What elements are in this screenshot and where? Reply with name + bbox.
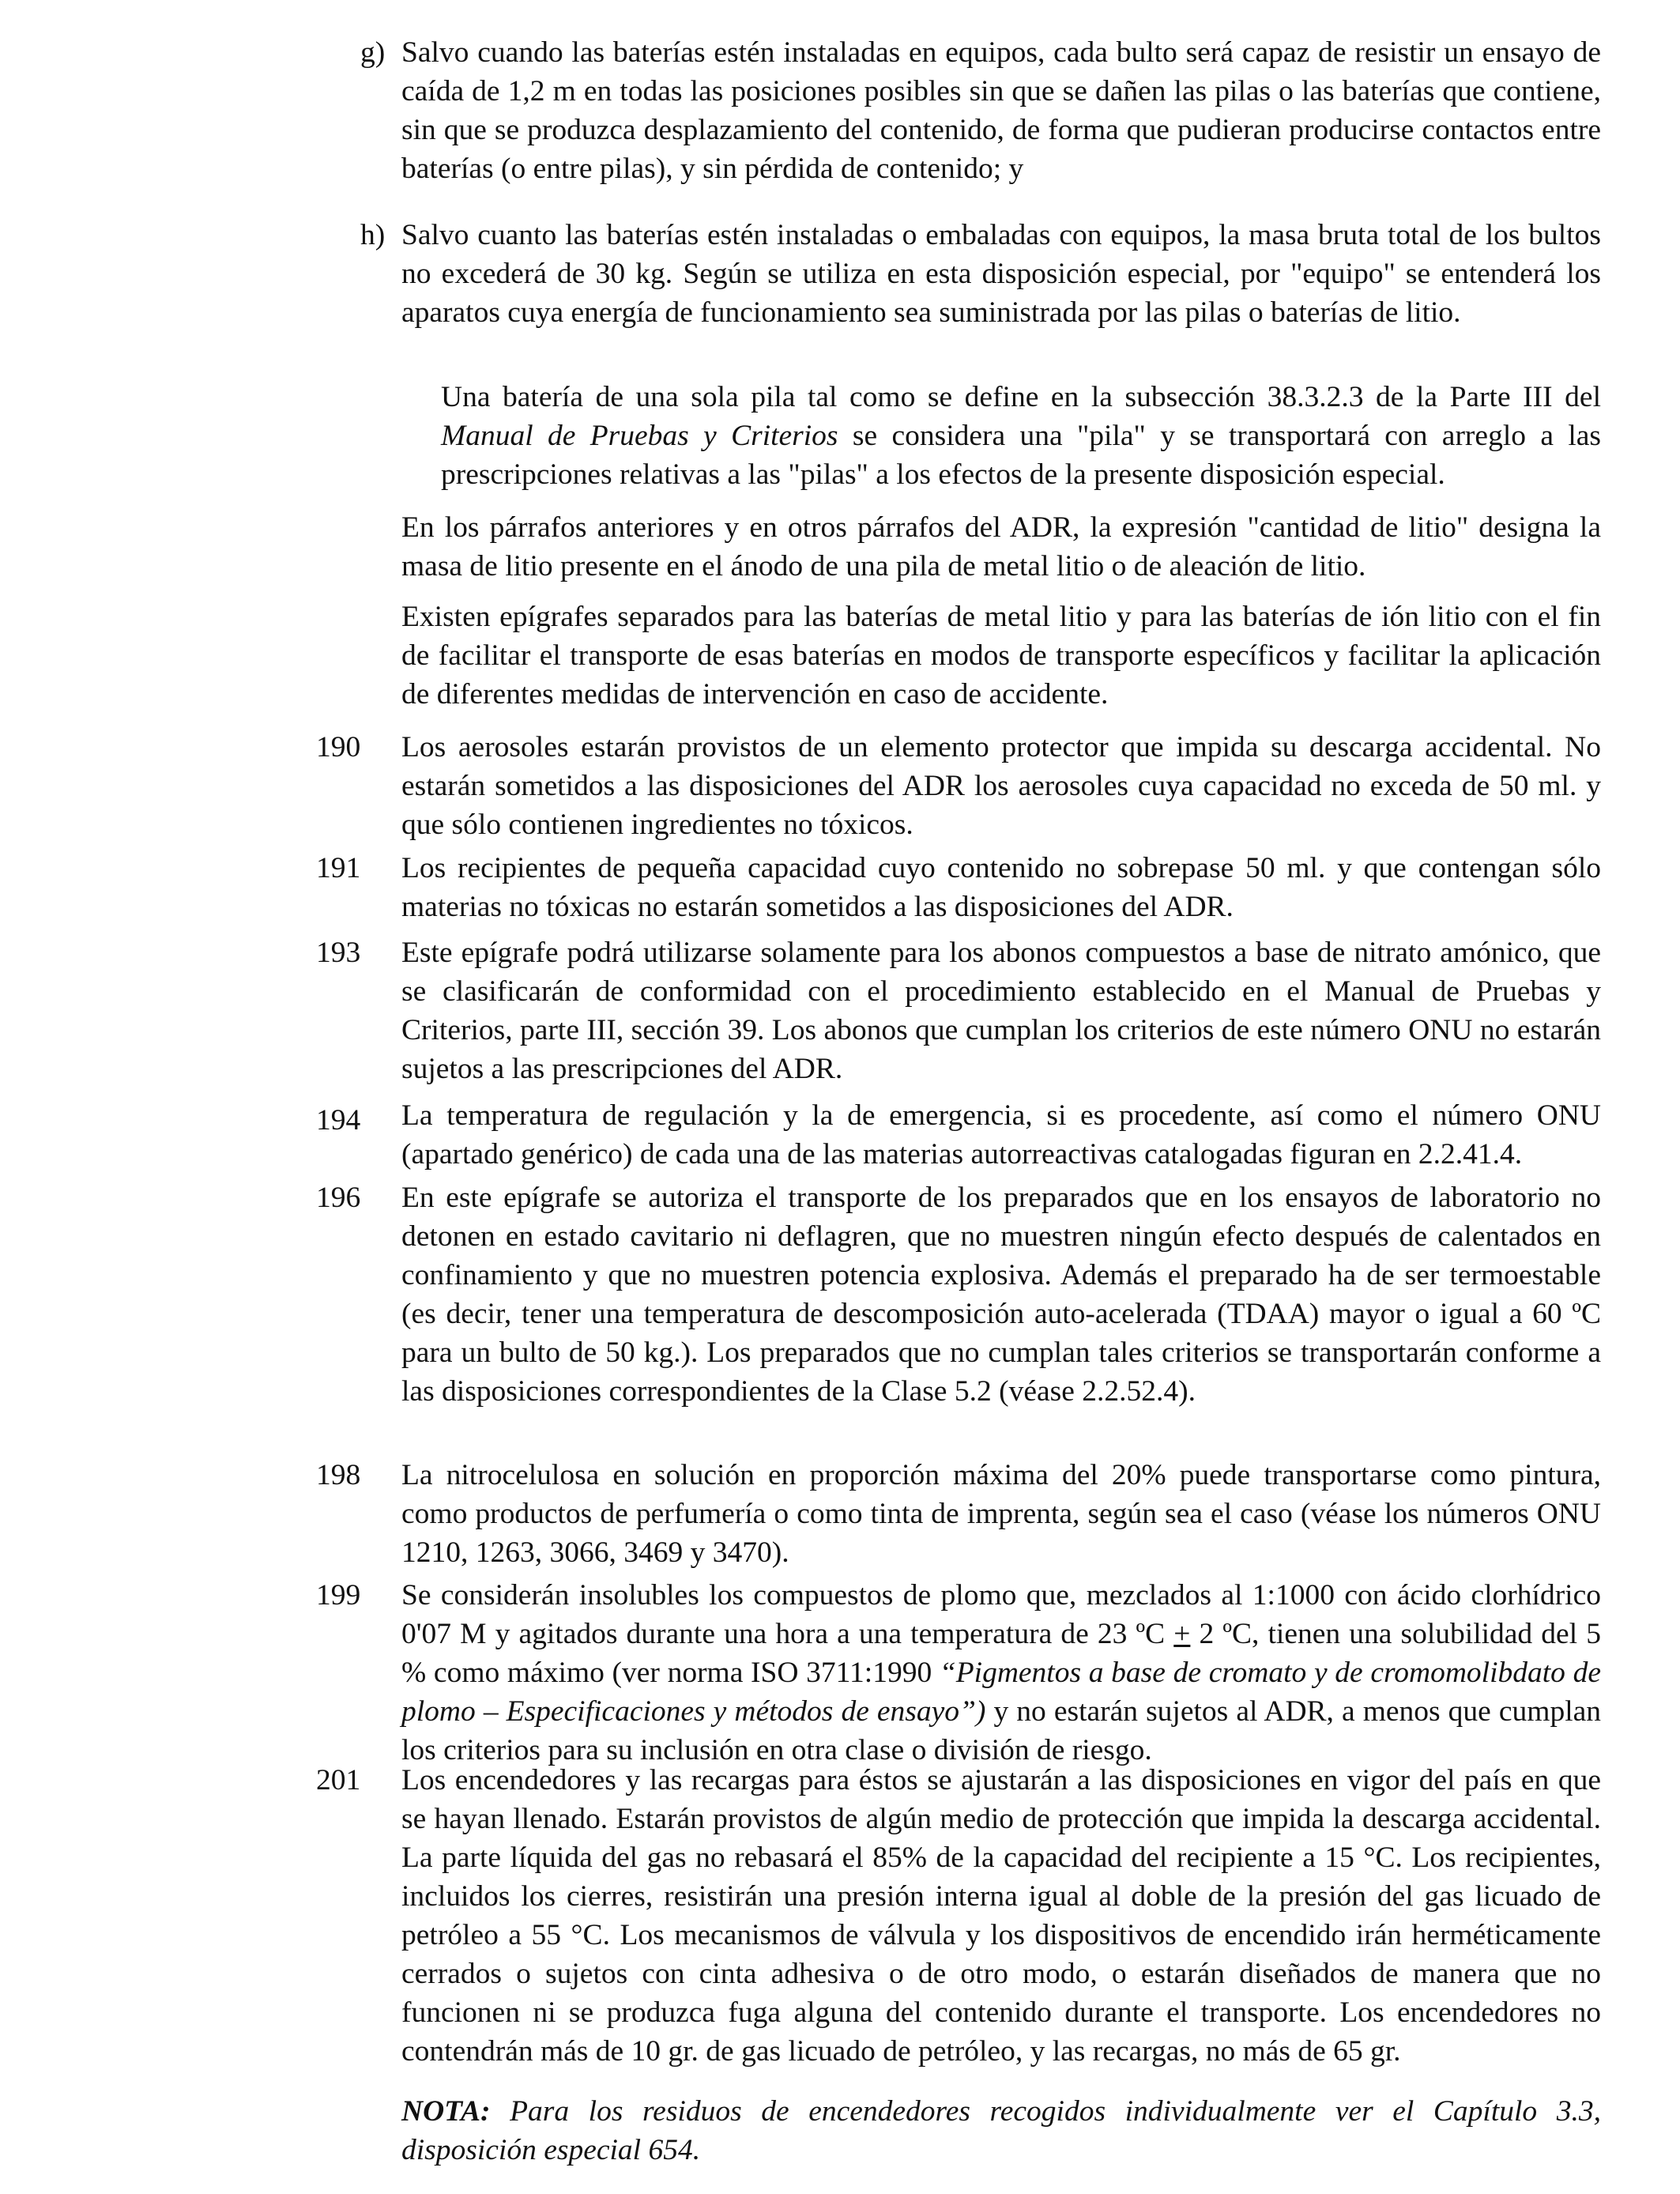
- provision-number: 196: [316, 1182, 361, 1214]
- separate-entries-text: Existen epígrafes separados para las baterías de metal litio y para las baterías de ión litio con el fin de facilitar el transporte de esas baterías en modos de transporte específicos y facilitar la aplicación de diferentes medidas de intervención en caso de accidente.: [401, 601, 1601, 711]
- provision-201: [316, 1761, 1601, 2071]
- provision-196: [316, 1178, 1601, 1411]
- provision-number: 194: [316, 1104, 361, 1137]
- provision-text: Los aerosoles estarán provistos de un elemento protector que impida su descarga accidental. No estarán sometidos a las disposiciones del ADR los aerosoles cuya capacidad no exceda de 50 ml. y que sólo contienen ingredientes no tóxicos.: [401, 731, 1601, 841]
- provision-text: La nitrocelulosa en solución en proporción máxima del 20% puede transportarse como pintura, como productos de perfumería o como tinta de imprenta, según sea el caso (véase los números ONU 1210, 1263, 3066, 3469 y 3470).: [401, 1459, 1601, 1569]
- provision-193: [316, 933, 1601, 1088]
- item-h: [360, 216, 1601, 332]
- provision-text: Los recipientes de pequeña capacidad cuyo contenido no sobrepase 50 ml. y que contengan sólo materias no tóxicas no estarán sometidos a las disposiciones del ADR.: [401, 852, 1601, 923]
- provision-199-text-start: Se considerán insolubles los compuestos de plomo que, mezclados al 1:1000 con ácido clorhídrico 0'07 M y agitados durante una hora a una temperatura de 23 ºC: [401, 1579, 1601, 1650]
- provision-190: [316, 728, 1601, 844]
- note-paragraph: [401, 2092, 1601, 2169]
- provision-191: [316, 849, 1601, 926]
- note-label: NOTA:: [401, 2095, 491, 2128]
- item-g-text: Salvo cuando las baterías estén instaladas en equipos, cada bulto será capaz de resistir un ensayo de caída de 1,2 m en todas las posiciones posibles sin que se dañen las pilas o las baterías que contiene, sin que se produzca desplazamiento del contenido, de forma que pudieran producirse contactos entre baterías (o entre pilas), y sin pérdida de contenido; y: [401, 36, 1601, 185]
- provision-number: 198: [316, 1459, 361, 1491]
- item-h-label: h): [360, 219, 386, 251]
- separate-entries-paragraph: [401, 598, 1601, 714]
- single-cell-text-start: Una batería de una sola pila tal como se define en la subsección 38.3.2.3 de la Parte III del: [441, 381, 1601, 413]
- single-cell-paragraph: [441, 378, 1601, 494]
- item-g-label: g): [360, 36, 386, 69]
- lithium-quantity-paragraph: [401, 508, 1601, 586]
- provision-text: Los encendedores y las recargas para éstos se ajustarán a las disposiciones en vigor del país en que se hayan llenado. Estarán provistos de algún medio de protección que impida la descarga accidental. La parte líquida del gas no rebasará el 85% de la capacidad del recipiente a 15 °C. Los recipientes, incluidos los cierres, resistirán una presión interna igual al doble de la presión del gas licuado de petróleo a 55 °C. Los mecanismos de válvula y los dispositivos de encendido irán herméticamente cerrados o sujetos con cinta adhesiva o de otro modo, o estarán diseñados de manera que no funcionen ni se produzca fuga alguna del contenido durante el transporte. Los encendedores no contendrán más de 10 gr. de gas licuado de petróleo, y las recargas, no más de 65 gr.: [401, 1764, 1601, 2068]
- provision-text: En este epígrafe se autoriza el transporte de los preparados que en los ensayos de laboratorio no detonen en estado cavitario ni deflagren, que no muestren ningún efecto después de calentados en confinamiento y que no muestren potencia explosiva. Además el preparado ha de ser termoestable (es decir, tener una temperatura de descomposición auto-acelerada (TDAA) mayor o igual a 60 ºC para un bulto de 50 kg.). Los preparados que no cumplan tales criterios se transportarán conforme a las disposiciones correspondientes de la Clase 5.2 (véase 2.2.52.4).: [401, 1182, 1601, 1408]
- provision-number: 199: [316, 1579, 361, 1612]
- item-h-text: Salvo cuanto las baterías estén instaladas o embaladas con equipos, la masa bruta total de los bultos no excederá de 30 kg. Según se utiliza en esta disposición especial, por "equipo" se entenderá los aparatos cuya energía de funcionamiento sea suministrada por las pilas o baterías de litio.: [401, 219, 1601, 329]
- provision-number: 191: [316, 852, 361, 884]
- provision-text: La temperatura de regulación y la de emergencia, si es procedente, así como el número ONU (apartado genérico) de cada una de las materias autorreactivas catalogadas figuran en 2.2.41.4.: [401, 1099, 1601, 1171]
- provision-194: [316, 1096, 1601, 1174]
- provision-198: [316, 1456, 1601, 1572]
- single-cell-text-end: se considera una "pila" y se transportará con arreglo a las prescripciones relativas a las "pilas" a los efectos de la presente disposición especial.: [441, 420, 1601, 491]
- note-text: Para los residuos de encendedores recogidos individualmente ver el Capítulo 3.3, disposición especial 654.: [401, 2095, 1601, 2166]
- lithium-quantity-text: En los párrafos anteriores y en otros párrafos del ADR, la expresión "cantidad de litio" designa la masa de litio presente en el ánodo de una pila de metal litio o de aleación de litio.: [401, 511, 1601, 582]
- provision-text: [401, 1576, 1601, 1770]
- provision-199-text-middle: 2 ºC, tienen una solubilidad del 5 % como máximo (ver norma ISO 3711:1990: [401, 1618, 1601, 1689]
- item-g: [360, 33, 1601, 188]
- manual-title-reference: Manual de Pruebas y Criterios: [441, 420, 838, 452]
- provision-199: [316, 1576, 1602, 1770]
- provision-text: Este epígrafe podrá utilizarse solamente para los abonos compuestos a base de nitrato amónico, que se clasificarán de conformidad con el procedimiento establecido en el Manual de Pruebas y Criterios, parte III, sección 39. Los abonos que cumplan los criterios de este número ONU no estarán sujetos a las prescripciones del ADR.: [401, 937, 1601, 1085]
- iso-standard-title: “Pigmentos a base de cromato y de cromomolibdato de plomo – Especificaciones y métodos de ensayo”): [401, 1657, 1601, 1728]
- provision-number: 193: [316, 937, 361, 969]
- provision-number: 201: [316, 1764, 361, 1796]
- provision-199-text-end: y no estarán sujetos al ADR, a menos que cumplan los criterios para su inclusión en otra clase o división de riesgo.: [401, 1695, 1602, 1766]
- provision-number: 190: [316, 731, 361, 763]
- plus-minus-sign: +: [1173, 1618, 1191, 1650]
